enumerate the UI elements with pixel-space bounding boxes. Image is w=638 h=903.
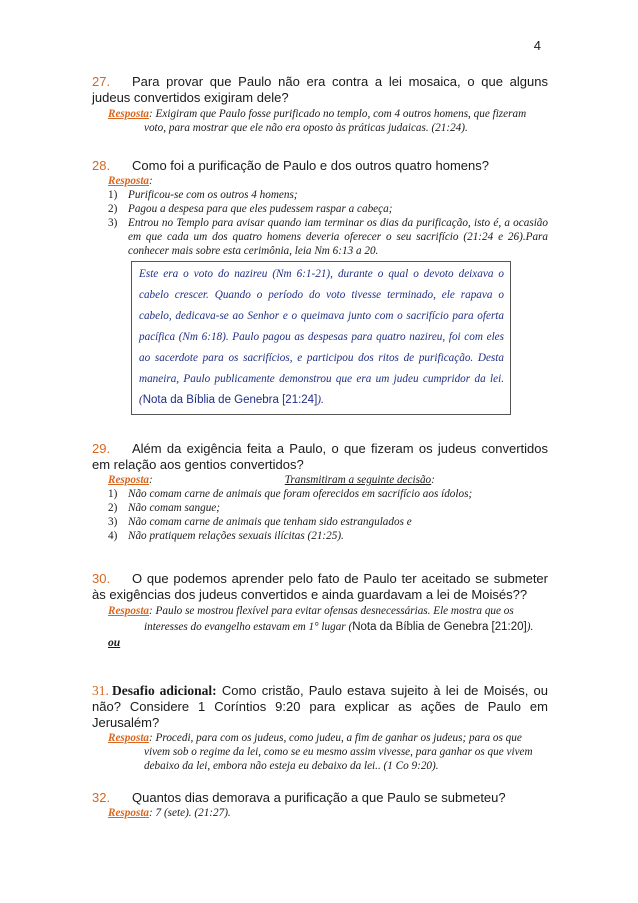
question-27-text: 27. Para provar que Paulo não era contra a lei mosaica, o que alguns judeus convertidos exigiram dele? (92, 74, 548, 105)
list-item: 1) Não comam carne de animais que foram oferecidos em sacrifício aos ídolos; (108, 488, 473, 500)
answer-27: Resposta: Exigiram que Paulo fosse purificado no templo, com 4 outros homens, que fizeram voto, para mostrar que ele não era oposto às práticas judaicas. (21:24). (108, 108, 527, 134)
list-item: 3) Não comam carne de animais que tenham sido estrangulados e (108, 516, 412, 528)
note-reference: Nota da Bíblia de Genebra [21:20] (352, 621, 527, 633)
decision-label: Transmitiram a seguinte decisão (284, 474, 432, 486)
question-32 (92, 790, 548, 820)
answer-29-list (92, 487, 548, 543)
answer-30: Resposta: Paulo se mostrou flexível para evitar ofensas desnecessárias. Ele mostra que os interesses do evangelho estavam em 1° lugar (Nota da Bíblia de Genebra [21:20]). (108, 605, 534, 633)
list-item: 1) Purificou-se com os outros 4 homens; (108, 189, 298, 201)
question-30-text: 30. O que podemos aprender pelo fato de Paulo ter aceitado se submeter às exigências dos judeus convertidos e ainda guardavam a lei de Moisés?? (92, 571, 548, 602)
question-30 (92, 571, 548, 649)
genebra-note-box (131, 261, 511, 415)
answer-label: Resposta (108, 474, 150, 486)
question-number: 28. (92, 158, 111, 173)
list-item: 4) Não pratiquem relações sexuais ilícitas (21:25). (108, 530, 344, 542)
question-29 (92, 441, 548, 543)
question-number: 30. (92, 571, 111, 586)
answer-31: Resposta: Procedi, para com os judeus, como judeu, a fim de ganhar os judeus; para os que vivem sob o regime da lei, como se eu mesmo assim vivesse, para ganhar os que vivem debaixo da lei, embora não esteja eu debaixo da lei.. (1 Co 9:20). (108, 732, 533, 772)
question-31-text: 31. Desafio adicional: Como cristão, Paulo estava sujeito à lei de Moisés, ou não? Considere 1 Coríntios 9:20 para explicar as ações de Paulo em Jerusalém? (92, 683, 548, 730)
answer-label: Resposta (108, 605, 150, 617)
question-number: 31. (92, 683, 109, 698)
question-27 (92, 74, 548, 135)
list-item: 2) Pagou a despesa para que eles pudessem raspar a cabeça; (108, 203, 393, 215)
question-number: 27. (92, 74, 111, 89)
answer-29-label: Resposta: Transmitiram a seguinte decisão: (108, 474, 435, 486)
challenge-label: Desafio adicional: (112, 683, 217, 698)
answer-28-list (92, 188, 548, 258)
question-28-text: 28. Como foi a purificação de Paulo e dos outros quatro homens? (92, 158, 489, 173)
answer-label: Resposta (108, 108, 150, 120)
question-32-text: 32. Quantos dias demorava a purificação a que Paulo se submeteu? (92, 790, 506, 805)
list-item: 2) Não comam sangue; (108, 502, 220, 514)
or-separator: ou (108, 637, 121, 649)
answer-label: Resposta (108, 175, 150, 187)
note-box-text: Este era o voto do nazireu (Nm 6:1-21), durante o qual o devoto deixava o cabelo crescer. Quando o período do voto tivesse terminado, ele rapava o cabelo, dedicava-se ao Senhor e o queimava junto com o sacrifício para oferta pacífica (Nm 6:18). Paulo pagou as despesas para quatro nazireu, foi com eles ao sacerdote para os sacrifícios, e participou dos ritos de purificação. Desta maneira, Paulo publicamente demonstrou que era um judeu cumpridor da lei. (Nota da Bíblia de Genebra [21:24]). (139, 268, 504, 406)
list-item: 3) Entrou no Templo para avisar quando iam terminar os dias da purificação, isto é, a ocasião em que cada um dos quatro homens deveria oferecer o seu sacrifício (21:24 e 26).Para conhecer mais sobre esta cerimônia, leia Nm 6:13 a 20. (108, 217, 548, 257)
question-number: 32. (92, 790, 111, 805)
answer-32: Resposta: 7 (sete). (21:27). (108, 807, 231, 819)
page-number: 4 (533, 38, 541, 53)
answer-label: Resposta (108, 807, 150, 819)
answer-28-label: Resposta: (108, 175, 153, 187)
note-reference: Nota da Bíblia de Genebra [21:24] (142, 394, 318, 406)
question-number: 29. (92, 441, 111, 456)
answer-label: Resposta (108, 732, 150, 744)
question-28 (92, 158, 548, 258)
question-31 (92, 683, 548, 773)
question-29-text: 29. Além da exigência feita a Paulo, o que fizeram os judeus convertidos em relação aos gentios convertidos? (92, 441, 548, 472)
